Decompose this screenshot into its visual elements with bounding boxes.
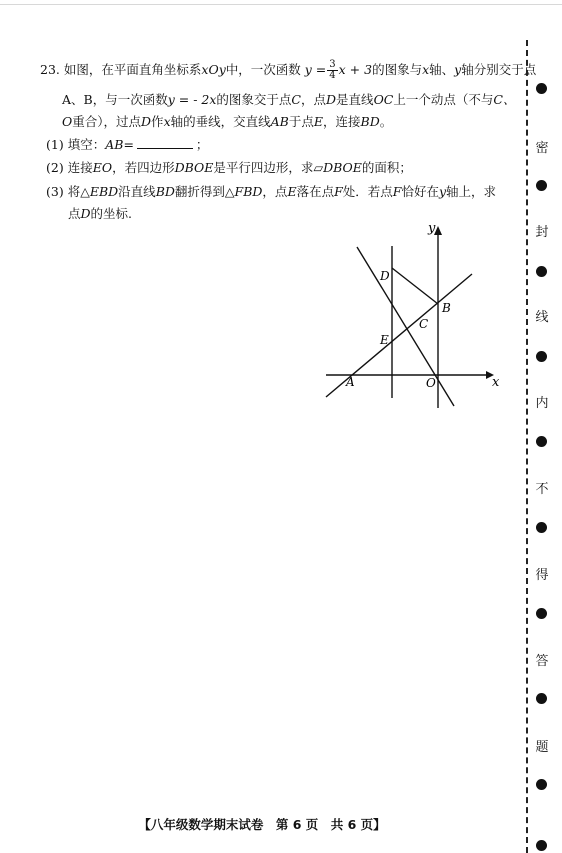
page-footer: 【八年级数学期末试卷 第 6 页 共 6 页】	[138, 817, 386, 832]
binding-hole-dot	[536, 180, 547, 191]
fraction-three-quarters: $\frac{3}{4}$	[329, 59, 336, 81]
question-stem-line-3: O重合），过点D作x轴的垂线，交直线AB于点E，连接BD。	[62, 114, 393, 129]
top-border-line	[0, 4, 562, 5]
part-3-line-2: 点D的坐标.	[68, 206, 133, 221]
part-3: (3) 将△EBD沿直线BD翻折得到△FBD，点E落在点F处．若点F恰好在y轴上，求	[46, 184, 497, 199]
label-y: y	[428, 221, 436, 236]
label-x: x	[492, 375, 500, 390]
binding-hole-dot	[536, 83, 547, 94]
label-c: C	[419, 317, 429, 331]
label-e: E	[380, 333, 389, 347]
seal-char-2: 封	[535, 225, 549, 240]
binding-hole-dot	[536, 266, 547, 277]
seal-char-4: 内	[535, 396, 549, 411]
line-oc	[357, 247, 454, 406]
question-number: 23.	[40, 62, 60, 77]
binding-hole-dot	[536, 840, 547, 851]
binding-hole-dot	[536, 779, 547, 790]
label-b: B	[442, 301, 451, 315]
question-stem-line-2: A、B，与一次函数y = - 2x的图象交于点C，点D是直线OC上一个动点（不与C、	[62, 92, 516, 107]
binding-hole-dot	[536, 436, 547, 447]
seal-char-3: 线	[535, 310, 549, 325]
part-2: (2) 连接EO，若四边形DBOE是平行四边形，求▱DBOE的面积；	[46, 160, 412, 175]
seal-char-1: 密	[535, 141, 549, 156]
binding-hole-dot	[536, 351, 547, 362]
seal-dashed-line	[526, 40, 528, 853]
parallelogram-symbol: ▱	[313, 160, 324, 175]
binding-hole-dot	[536, 522, 547, 533]
segment-bd	[392, 268, 438, 304]
question-stem-line-1: 23. 如图，在平面直角坐标系xOy中，一次函数 y = $\frac{3}{4}$ x + 3的图象与x轴、y轴分别交于点	[40, 59, 537, 81]
binding-hole-dot	[536, 693, 547, 704]
seal-char-6: 得	[535, 568, 549, 583]
binding-hole-dot	[536, 608, 547, 619]
seal-char-5: 不	[535, 482, 549, 497]
seal-char-8: 题	[535, 740, 549, 755]
label-d: D	[380, 269, 390, 283]
label-o: O	[426, 376, 436, 390]
answer-blank[interactable]	[137, 138, 193, 149]
geometry-figure	[322, 220, 504, 410]
seal-line-margin	[524, 40, 562, 853]
seal-char-7: 答	[535, 654, 549, 669]
label-a: A	[346, 375, 355, 389]
part-1: (1) 填空：AB= ；	[46, 137, 209, 152]
